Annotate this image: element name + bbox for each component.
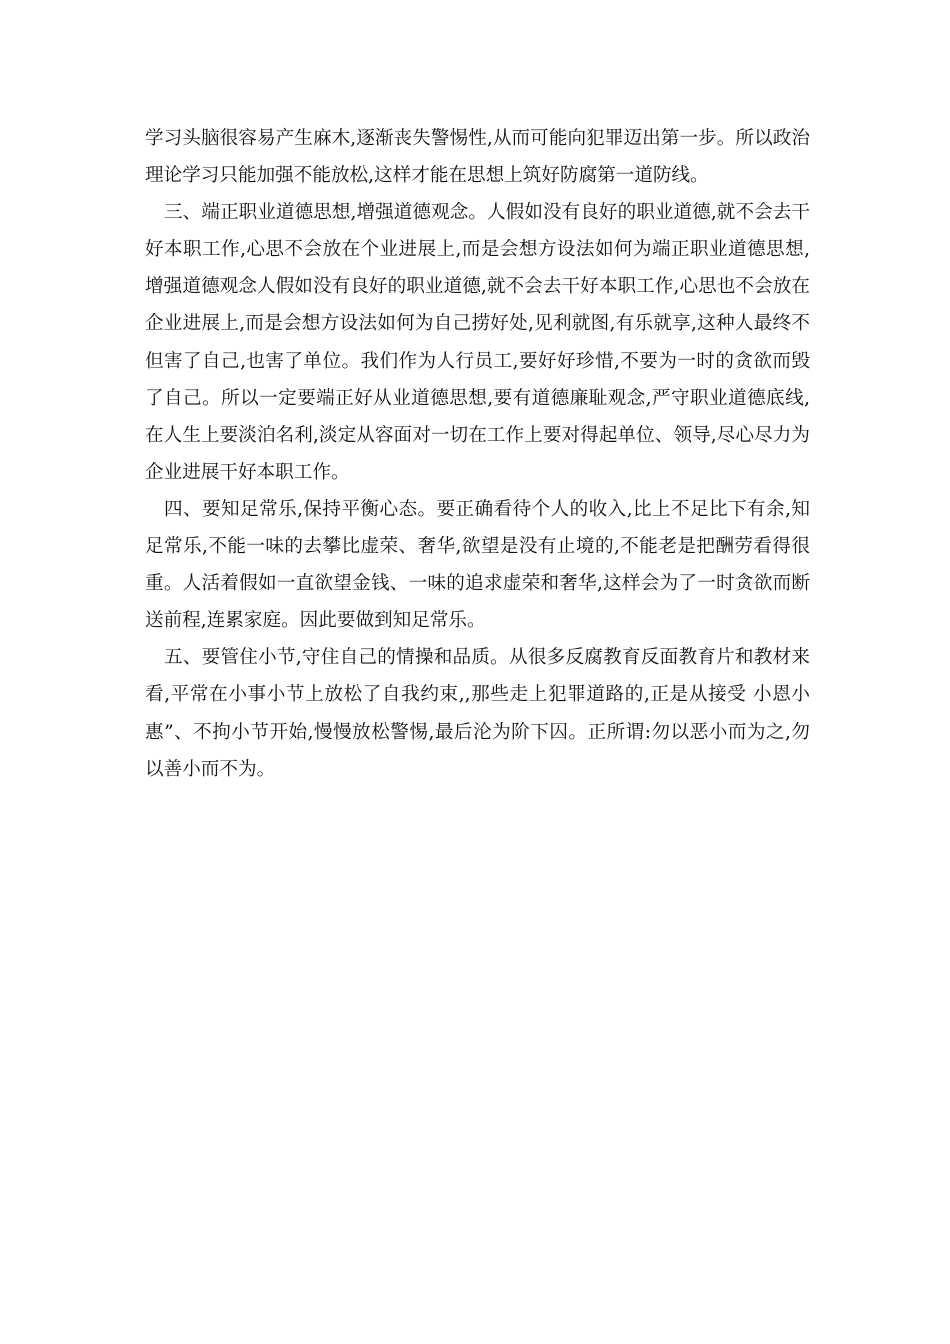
paragraph-section-3: 三、端正职业道德思想,增强道德观念。人假如没有良好的职业道德,就不会去干好本职工作,心思不会放在个业进展上,而是会想方设法如何为端正职业道德思想,增强道德观念人假如没有良好的职业道德,就不会去干好本职工作,心思也不会放在企业进展上,而是会想方设法如何为自己捞好处,见利就图,有乐就享,这种人最终不但害了自己,也害了单位。我们作为人行员工,要好好珍惜,不要为一时的贪欲而毁了自己。所以一定要端正好从业道德思想,要有道德廉耻观念,严守职业道德底线,在人生上要淡泊名利,淡定从容面对一切在工作上要对得起单位、领导,尽心尽力为企业进展干好本职工作。 [145,202,810,483]
paragraph-continuation: 学习头脑很容易产生麻木,逐渐丧失警惕性,从而可能向犯罪迈出第一步。所以政治理论学习只能加强不能放松,这样才能在思想上筑好防腐第一道防线。 [145,128,810,187]
paragraph-section-4: 四、要知足常乐,保持平衡心态。要正确看待个人的收入,比上不足比下有余,知足常乐,不能一味的去攀比虚荣、奢华,欲望是没有止境的,不能老是把酬劳看得很重。人活着假如一直欲望金钱、一味的追求虚荣和奢华,这样会为了一时贪欲而断送前程,连累家庭。因此要做到知足常乐。 [145,498,810,632]
paragraph-section-5: 五、要管住小节,守住自己的情操和品质。从很多反腐教育反面教育片和教材来看,平常在小事小节上放松了自我约束,,那些走上犯罪道路的,正是从接受 小恩小惠”、不拘小节开始,慢慢放松警惕,最后沦为阶下囚。正所谓:勿以恶小而为之,勿以善小而不为。 [145,647,810,780]
document-body [145,120,810,788]
